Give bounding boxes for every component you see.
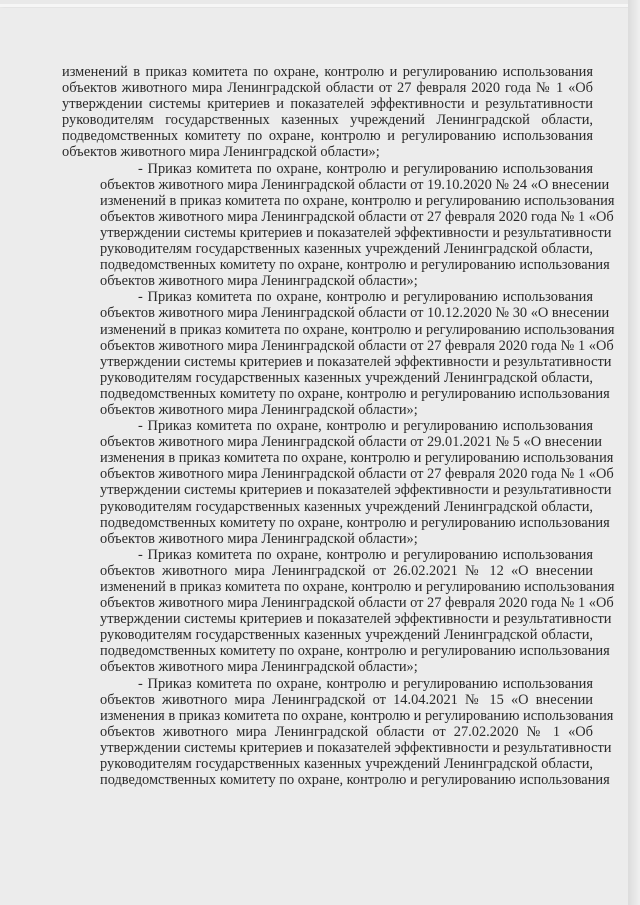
text-line: объектов животного мира Ленинградской от 14.04.2021 № 15 «О внесении (100, 691, 593, 708)
text-line: руководителям государственных казенных учреждений Ленинградской области, (100, 241, 593, 258)
text-line: объектов животного мира Ленинградской области от 27 февраля 2020 года № 1 «Об (100, 595, 614, 612)
text-line: объектов животного мира Ленинградской области от 27.02.2020 № 1 «Об (100, 723, 593, 740)
text-line: изменений в приказ комитета по охране, контролю и регулированию использования (100, 579, 615, 595)
text-line: объектов животного мира Ленинградской области от 27 февраля 2020 года № 1 «Об (62, 80, 593, 97)
text-line: подведомственных комитету по охране, контролю и регулированию использования (100, 257, 610, 274)
order-list-item (62, 675, 614, 789)
text-line: изменения в приказ комитета по охране, контролю и регулированию использования (100, 450, 614, 467)
text-line: объектов животного мира Ленинградской области от 27 февраля 2020 года № 1 «Об (100, 337, 614, 354)
text-line: руководителям государственных казенных учреждений Ленинградской области, (62, 112, 593, 129)
text-line: объектов животного мира Ленинградской области»; (62, 144, 380, 161)
text-line: руководителям государственных казенных учреждений Ленинградской области, (100, 498, 593, 515)
text-line: - Приказ комитета по охране, контролю и регулированию использования (138, 418, 593, 435)
order-list-item (62, 418, 614, 547)
order-list-item (62, 546, 615, 676)
text-line: руководителям государственных казенных учреждений Ленинградской области, (100, 369, 593, 386)
text-line: объектов животного мира Ленинградской области от 10.12.2020 № 30 «О внесении (100, 305, 610, 322)
document-body (62, 64, 615, 789)
text-line: объектов животного мира Ленинградской области от 19.10.2020 № 24 «О внесении (100, 176, 610, 193)
order-list-item (62, 160, 615, 290)
text-line: подведомственных комитету по охране, контролю и регулированию использования (100, 643, 610, 660)
text-line: утверждении системы критериев и показателей эффективности и результативности (100, 224, 612, 241)
text-line: утверждении системы критериев и показателей эффективности и результативности (100, 482, 612, 499)
text-line: подведомственных комитету по охране, контролю и регулированию использования (62, 128, 593, 145)
continuation-paragraph (62, 64, 593, 161)
text-line: утверждении системы критериев и показателей эффективности и результативности (100, 353, 612, 370)
order-list-item (62, 289, 615, 418)
text-line: объектов животного мира Ленинградской области»; (100, 659, 418, 676)
page-edge-shadow (628, 0, 640, 905)
text-line: утверждении системы критериев и показателей эффективности и результативности (100, 611, 612, 628)
text-line: объектов животного мира Ленинградской от 26.02.2021 № 12 «О внесении (100, 562, 593, 579)
text-line: руководителям государственных казенных учреждений Ленинградской области, (100, 627, 593, 644)
text-line: подведомственных комитету по охране, контролю и регулированию использования (100, 772, 610, 789)
text-line: изменений в приказ комитета по охране, контролю и регулированию использования (62, 64, 593, 80)
text-line: объектов животного мира Ленинградской области от 27 февраля 2020 года № 1 «Об (100, 466, 614, 483)
text-line: - Приказ комитета по охране, контролю и регулированию использования (138, 546, 593, 563)
text-line: изменений в приказ комитета по охране, контролю и регулированию использования (100, 321, 615, 338)
text-line: объектов животного мира Ленинградской области от 27 февраля 2020 года № 1 «Об (100, 208, 614, 225)
text-line: утверждении системы критериев и показателей эффективности и результативности (62, 96, 593, 113)
text-line: объектов животного мира Ленинградской области от 29.01.2021 № 5 «О внесении (100, 434, 602, 451)
text-line: руководителям государственных казенных учреждений Ленинградской области, (100, 756, 593, 773)
text-line: изменения в приказ комитета по охране, контролю и регулированию использования (100, 707, 614, 724)
text-line: объектов животного мира Ленинградской области»; (100, 273, 418, 290)
text-line: объектов животного мира Ленинградской области»; (100, 401, 418, 418)
text-line: утверждении системы критериев и показателей эффективности и результативности (100, 739, 612, 756)
text-line: - Приказ комитета по охране, контролю и регулированию использования (138, 289, 593, 306)
text-line: изменений в приказ комитета по охране, контролю и регулированию использования (100, 192, 615, 209)
text-line: - Приказ комитета по охране, контролю и регулированию использования (138, 160, 593, 177)
text-line: - Приказ комитета по охране, контролю и регулированию использования (138, 675, 593, 692)
text-line: подведомственных комитету по охране, контролю и регулированию использования (100, 514, 610, 531)
text-line: подведомственных комитету по охране, контролю и регулированию использования (100, 385, 610, 402)
text-line: объектов животного мира Ленинградской области»; (100, 530, 418, 547)
